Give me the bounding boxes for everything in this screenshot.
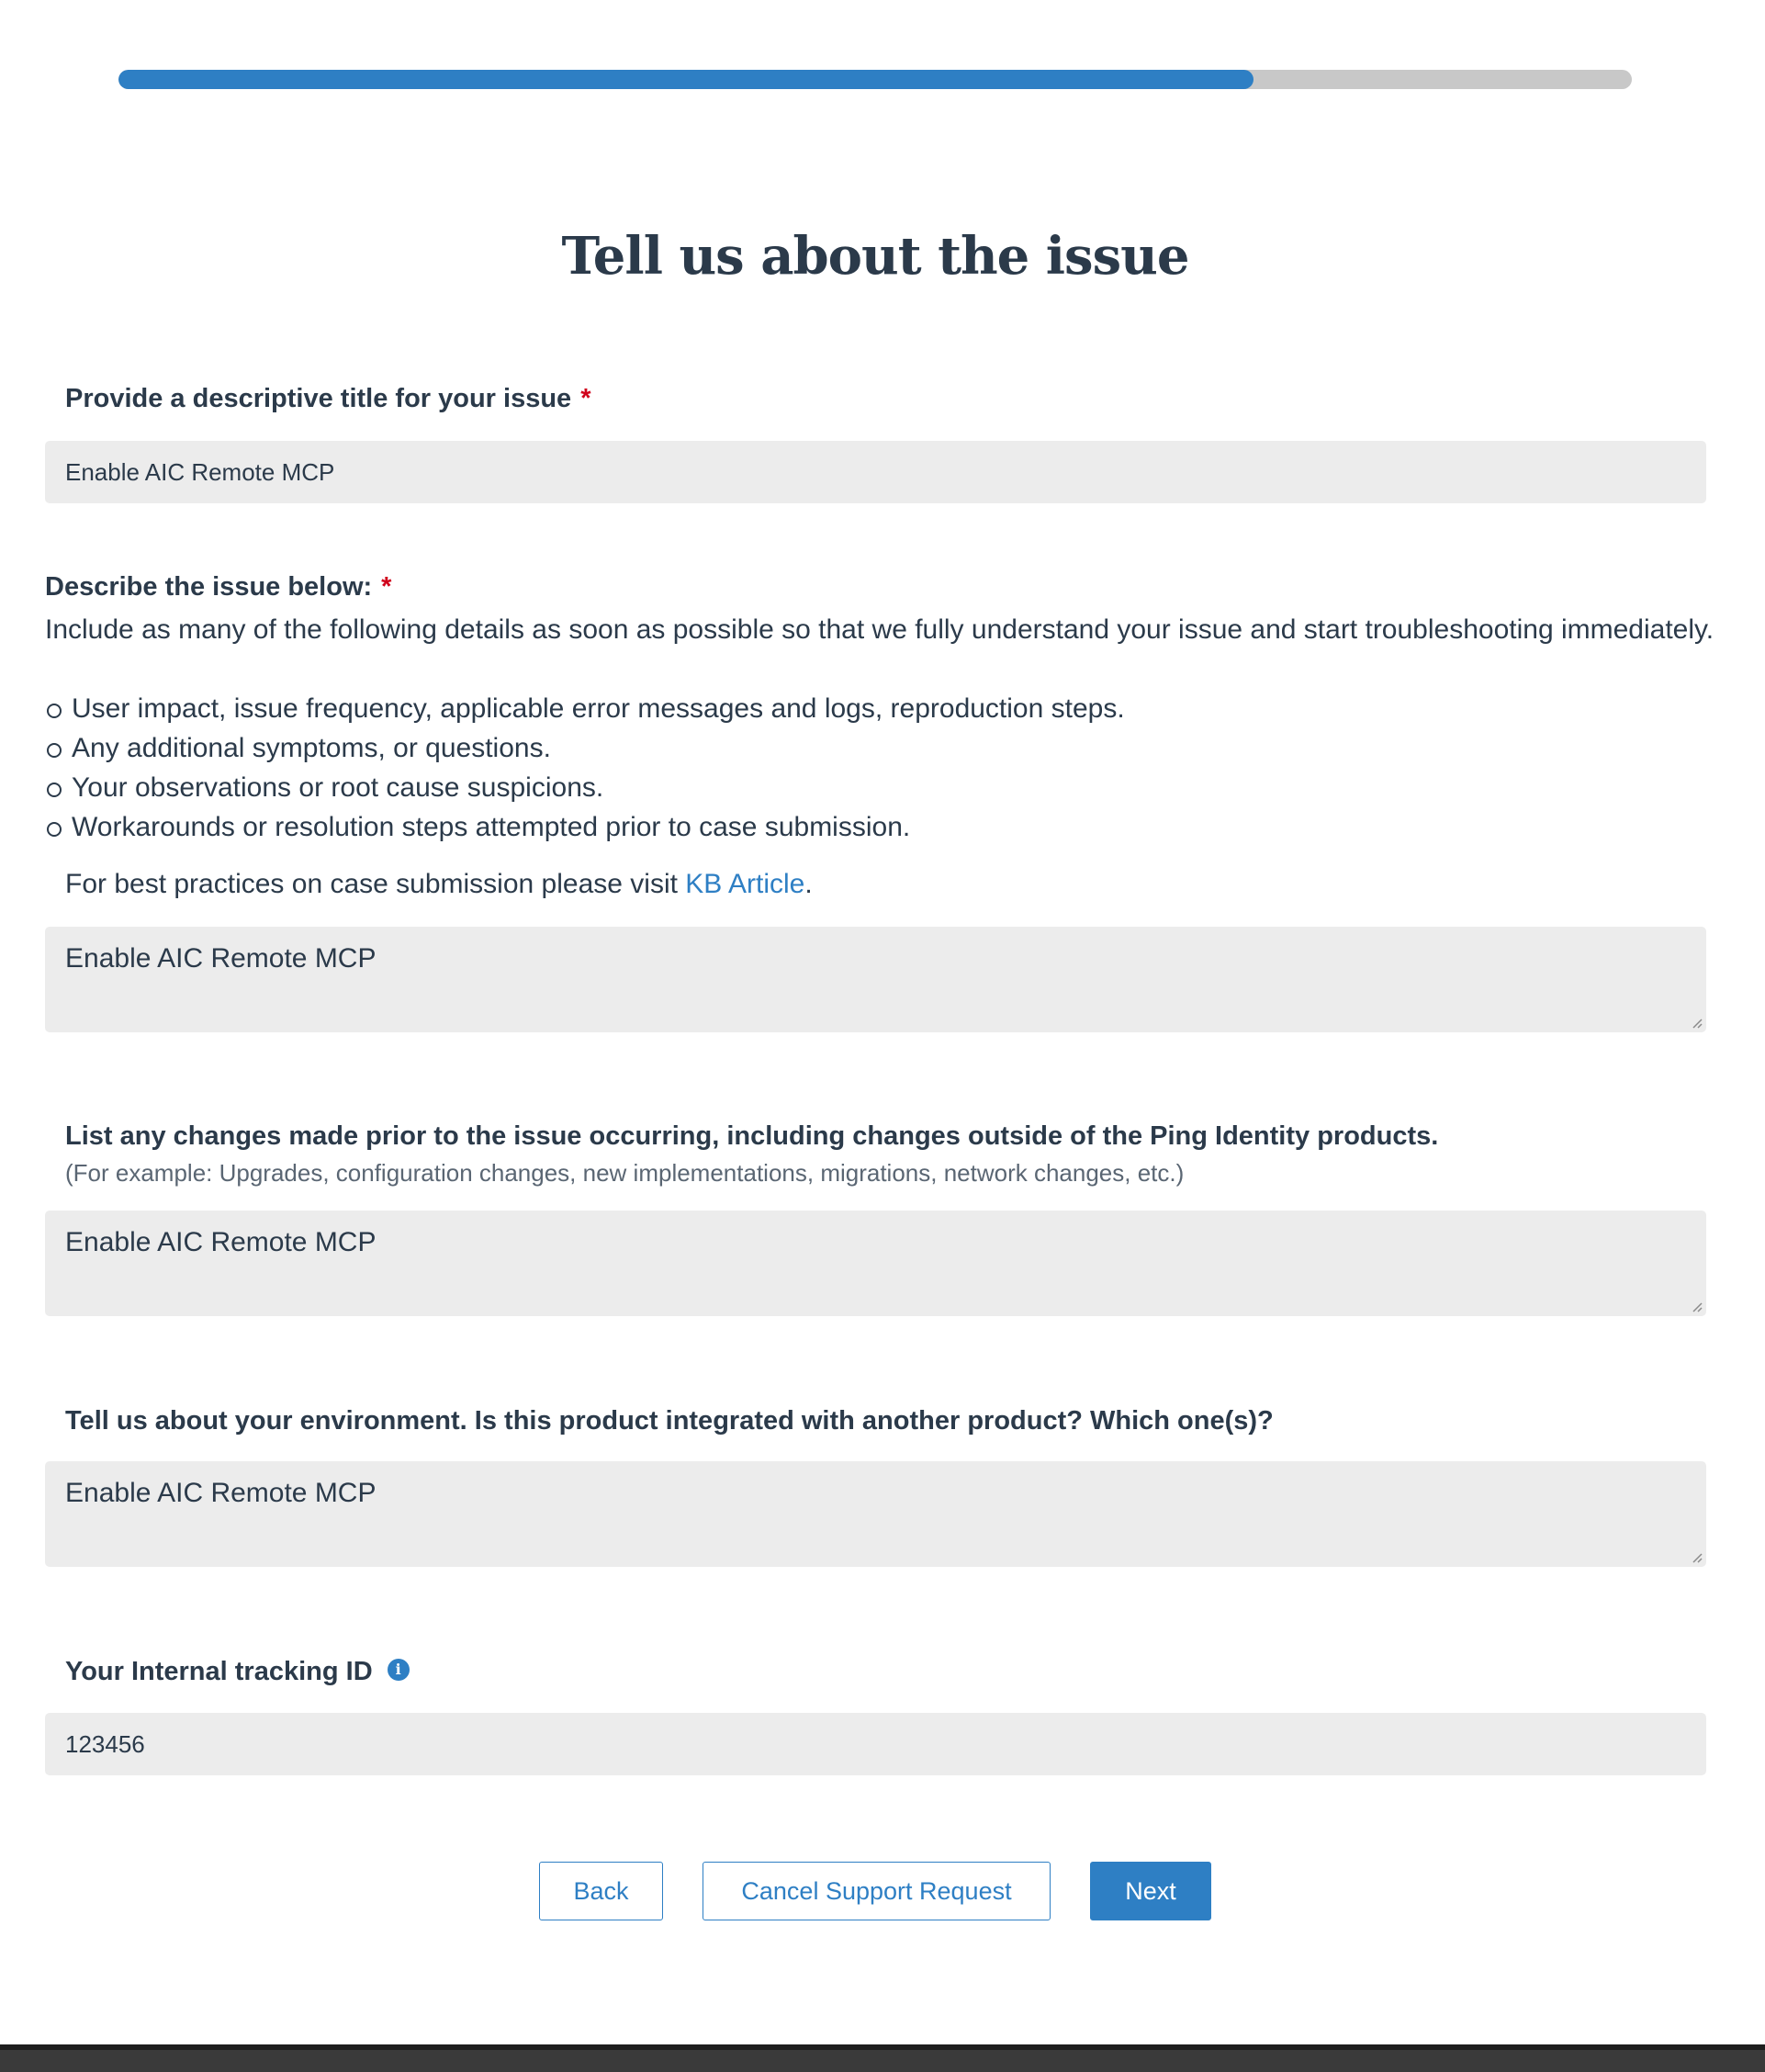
changes-field-label: List any changes made prior to the issue occurring, including changes outside of the Ping Identity products. — [65, 1121, 1439, 1151]
kb-article-link[interactable]: KB Article — [685, 869, 805, 899]
page-title: Tell us about the issue — [561, 226, 1189, 287]
progress-bar — [118, 70, 1632, 89]
environment-field-label: Tell us about your environment. Is this product integrated with another product? Which one(s)? — [65, 1406, 1274, 1436]
kb-suffix-text: . — [804, 869, 813, 899]
tracking-id-input[interactable] — [45, 1713, 1706, 1775]
describe-intro-text: Include as many of the following details as soon as possible so that we fully understand your issue and start troubleshooting immediately. — [45, 614, 1714, 645]
title-field-label — [65, 384, 590, 414]
kb-article-line — [65, 869, 813, 900]
kb-prefix-text: For best practices on case submission please visit — [65, 869, 686, 899]
list-item: Workarounds or resolution steps attempted prior to case submission. — [45, 807, 1125, 847]
bottom-bar — [0, 2044, 1765, 2072]
resize-handle-icon[interactable] — [1690, 1016, 1703, 1029]
required-mark: * — [580, 384, 591, 413]
tracking-field-label — [65, 1657, 410, 1687]
cancel-support-request-button[interactable]: Cancel Support Request — [703, 1862, 1051, 1920]
list-item: Your observations or root cause suspicions. — [45, 768, 1125, 807]
list-item: Any additional symptoms, or questions. — [45, 728, 1125, 768]
issue-title-input[interactable] — [45, 441, 1706, 503]
resize-handle-icon[interactable] — [1690, 1300, 1703, 1312]
progress-bar-fill — [118, 70, 1253, 89]
describe-field-label — [45, 572, 391, 602]
back-button[interactable]: Back — [539, 1862, 663, 1920]
list-item: User impact, issue frequency, applicable error messages and logs, reproduction steps. — [45, 689, 1125, 728]
issue-description-textarea[interactable] — [45, 927, 1706, 1032]
resize-handle-icon[interactable] — [1690, 1550, 1703, 1563]
changes-field-hint: (For example: Upgrades, configuration changes, new implementations, migrations, network changes, etc.) — [65, 1159, 1185, 1187]
info-icon[interactable]: i — [388, 1659, 410, 1681]
changes-textarea[interactable] — [45, 1211, 1706, 1316]
next-button[interactable]: Next — [1090, 1862, 1211, 1920]
environment-textarea[interactable] — [45, 1461, 1706, 1567]
tracking-field-label-text: Your Internal tracking ID — [65, 1657, 373, 1686]
describe-bullet-list — [45, 689, 1125, 847]
required-mark: * — [381, 572, 392, 602]
title-field-label-text: Provide a descriptive title for your issue — [65, 384, 572, 413]
describe-field-label-text: Describe the issue below: — [45, 572, 373, 602]
